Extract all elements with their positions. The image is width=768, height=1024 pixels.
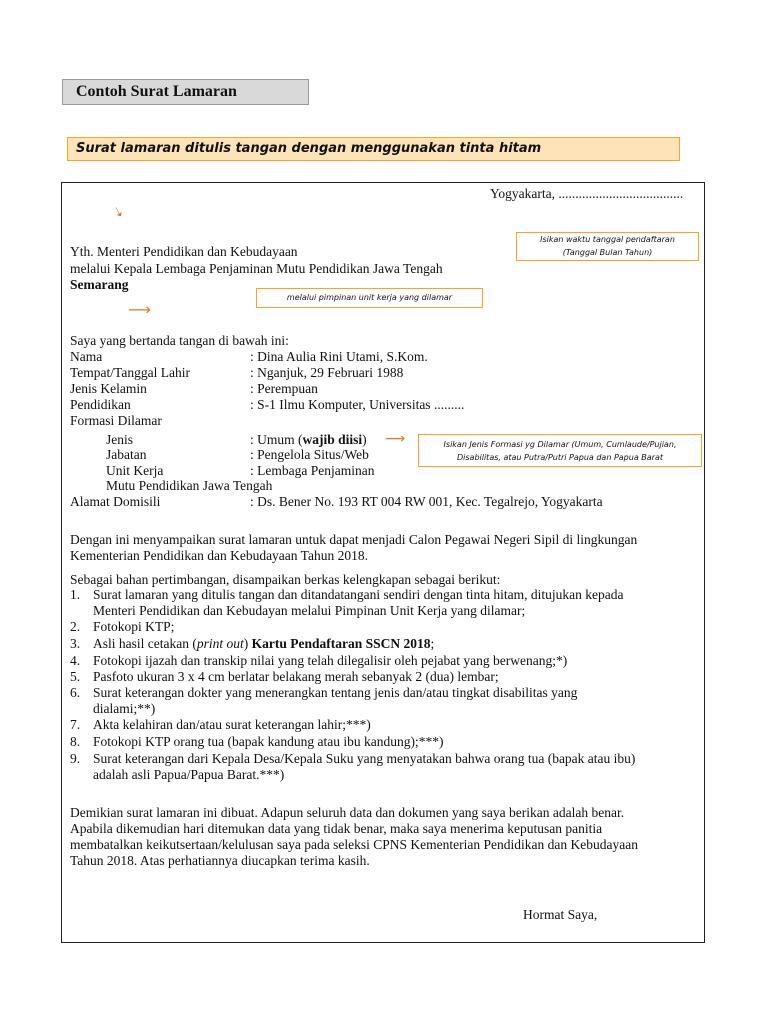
- field-label: Jenis Kelamin: [70, 381, 147, 396]
- field-label: Formasi Dilamar: [70, 413, 162, 428]
- list-number: 2.: [70, 619, 81, 634]
- unit-label: Unit Kerja: [106, 463, 164, 478]
- arrow-right-icon: ⟶: [128, 300, 151, 319]
- list-item: Akta kelahiran dan/atau surat keterangan lahir;***): [93, 717, 371, 732]
- list-number: 3.: [70, 636, 81, 651]
- formasi-note: [418, 434, 702, 467]
- item-bold: Kartu Pendaftaran SSCN 2018: [251, 636, 431, 651]
- place-date: Yogyakarta, .....................................: [490, 186, 684, 201]
- list-number: 1.: [70, 587, 81, 602]
- instruction-banner: Surat lamaran ditulis tangan dengan menggunakan tinta hitam: [67, 137, 680, 161]
- item-text: ;: [430, 636, 435, 651]
- unit-value-cont: Mutu Pendidikan Jawa Tengah: [106, 478, 273, 493]
- field-value: : S-1 Ilmu Komputer, Universitas .........: [250, 397, 465, 412]
- item-text: ): [243, 636, 252, 651]
- field-label: Nama: [70, 349, 103, 364]
- formasi-note-line: Disabilitas, atau Putra/Putri Papua dan Papua Barat: [456, 453, 663, 462]
- list-number: 6.: [70, 685, 81, 700]
- list-number: 8.: [70, 734, 81, 749]
- jabatan-label: Jabatan: [106, 447, 147, 462]
- signoff: Hormat Saya,: [523, 907, 598, 922]
- field-value: : Nganjuk, 29 Februari 1988: [250, 365, 404, 380]
- list-item: Menteri Pendidikan dan Kebudayan melalui Pimpinan Unit Kerja yang dilamar;: [93, 603, 526, 618]
- recipient-city: Semarang: [70, 277, 129, 292]
- list-item: Fotokopi ijazah dan transkip nilai yang telah dilegalisir oleh pejabat yang berwenang;*): [93, 653, 568, 668]
- list-number: 7.: [70, 717, 81, 732]
- jenis-value: [250, 432, 367, 448]
- list-item: Pasfoto ukuran 3 x 4 cm berlatar belakang merah sebanyak 2 (dua) lembar;: [93, 669, 499, 684]
- list-item: Fotokopi KTP;: [93, 619, 175, 634]
- date-note: [516, 232, 699, 261]
- closing-line: Tahun 2018. Atas perhatiannya diucapkan terima kasih.: [70, 853, 370, 868]
- page-title: Contoh Surat Lamaran: [62, 79, 309, 105]
- jenis-label: Jenis: [106, 432, 133, 447]
- jenis-value-pre: : Umum (: [250, 432, 303, 447]
- recipient-line: Yth. Menteri Pendidikan dan Kebudayaan: [70, 244, 298, 259]
- field-value: : Perempuan: [250, 381, 318, 396]
- alamat-value: : Ds. Bener No. 193 RT 004 RW 001, Kec. Tegalrejo, Yogyakarta: [250, 494, 603, 509]
- field-label: Tempat/Tanggal Lahir: [70, 365, 190, 380]
- arrow-down-icon: ➝: [108, 202, 128, 222]
- intro-text: Saya yang bertanda tangan di bawah ini:: [70, 333, 289, 348]
- date-note-line: (Tanggal Bulan Tahun): [562, 248, 653, 257]
- jenis-value-bold: wajib diisi: [302, 432, 363, 447]
- list-item: dialami;**): [93, 701, 156, 716]
- list-item: Surat keterangan dari Kepala Desa/Kepala Suku yang menyatakan bahwa orang tua (bapak atau ibu): [93, 751, 636, 766]
- closing-line: Demikian surat lamaran ini dibuat. Adapun seluruh data dan dokumen yang saya berikan adalah benar.: [70, 805, 625, 820]
- unit-value: : Lembaga Penjaminan: [250, 463, 375, 478]
- list-item: Fotokopi KTP orang tua (bapak kandung atau ibu kandung);***): [93, 734, 444, 749]
- closing-line: membatalkan keikutsertaan/kelulusan saya pada seleksi CPNS Kementerian Pendidikan dan Kebudayaan: [70, 837, 638, 852]
- alamat-label: Alamat Domisili: [70, 494, 161, 509]
- para-line: Dengan ini menyampaikan surat lamaran untuk dapat menjadi Calon Pegawai Negeri Sipil di lingkungan: [70, 532, 638, 547]
- jabatan-value: : Pengelola Situs/Web: [250, 447, 369, 462]
- date-note-line: Isikan waktu tanggal pendaftaran: [540, 235, 675, 244]
- unit-note: melalui pimpinan unit kerja yang dilamar: [256, 288, 483, 308]
- list-number: 4.: [70, 653, 81, 668]
- list-number: 9.: [70, 751, 81, 766]
- list-item: adalah asli Papua/Papua Barat.***): [93, 767, 285, 782]
- item-italic: print out: [196, 636, 244, 651]
- para-line: Kementerian Pendidikan dan Kebudayaan Tahun 2018.: [70, 548, 368, 563]
- list-item: [93, 636, 434, 652]
- item-text: Asli hasil cetakan (: [93, 636, 197, 651]
- list-number: 5.: [70, 669, 81, 684]
- formasi-note-line: Isikan Jenis Formasi yg Dilamar (Umum, Cumlaude/Pujian,: [443, 440, 677, 449]
- field-label: Pendidikan: [70, 397, 131, 412]
- list-item: Surat lamaran yang ditulis tangan dan ditandatangani sendiri dengan tinta hitam, ditujukan kepada: [93, 587, 624, 602]
- list-item: Surat keterangan dokter yang menerangkan tentang jenis dan/atau tingkat disabilitas yang: [93, 685, 578, 700]
- closing-line: Apabila dikemudian hari ditemukan data yang tidak benar, maka saya menerima keputusan panitia: [70, 821, 603, 836]
- jenis-value-post: ): [362, 432, 367, 447]
- field-value: : Dina Aulia Rini Utami, S.Kom.: [250, 349, 428, 364]
- recipient-line: melalui Kepala Lembaga Penjaminan Mutu Pendidikan Jawa Tengah: [70, 261, 443, 276]
- arrow-right-icon: ⟶: [385, 431, 406, 447]
- list-intro: Sebagai bahan pertimbangan, disampaikan berkas kelengkapan sebagai berikut:: [70, 572, 501, 587]
